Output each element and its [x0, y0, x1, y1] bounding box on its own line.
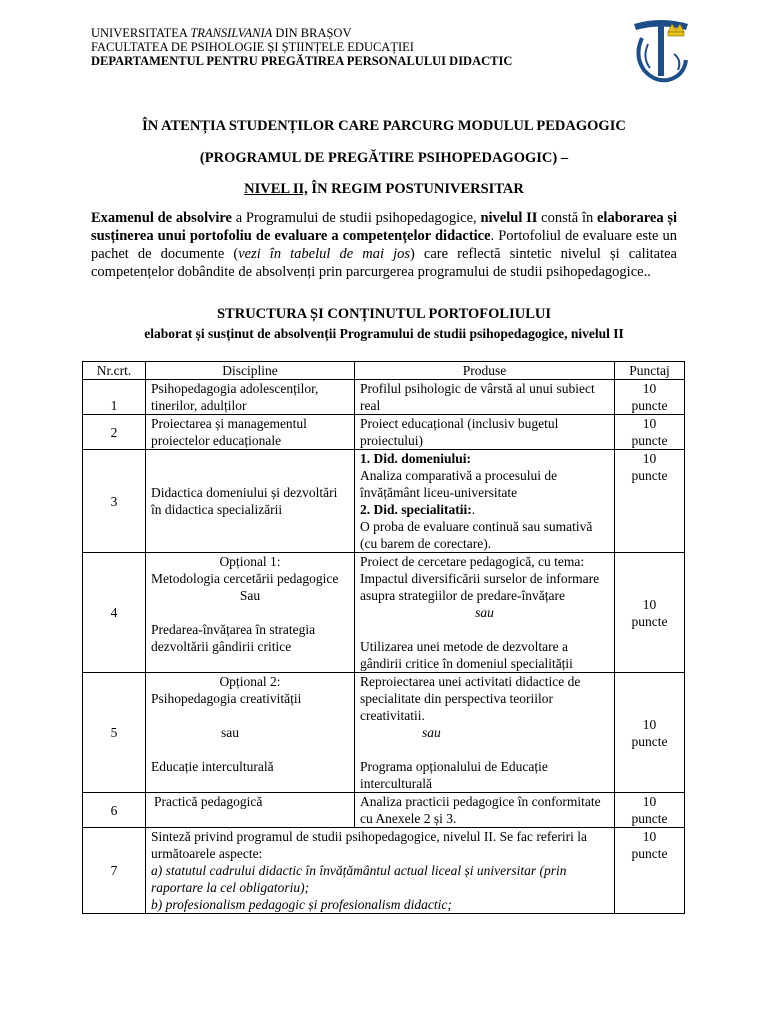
table-row — [83, 380, 685, 415]
table-row — [83, 828, 685, 914]
table-row — [83, 450, 685, 553]
discipline-option-2: Educație interculturală — [151, 759, 274, 774]
discipline-option-1: Psihopedagogia creativității — [151, 691, 302, 706]
intro-text-3: . Portofoliul de evaluare este un pachet de documente ( — [91, 228, 677, 262]
score-cell — [615, 380, 685, 415]
score-unit: puncte — [631, 398, 668, 413]
product-cell: Profilul psihologic de vârstă al unui subiect real — [355, 380, 615, 415]
score-value: 10 — [642, 381, 657, 396]
product-option-1: Proiect de cercetare pedagogică, cu tema: Impactul diversificării surselor de informare asupra strategiilor de predare-învățare — [360, 554, 600, 603]
level-label: NIVEL II, — [244, 181, 308, 197]
header-discipline: Discipline — [146, 362, 355, 380]
intro-bold-3: elaborarea și susținerea unui portofoliu de evaluare a competențelor didactice — [91, 210, 678, 244]
product-option-2: Utilizarea unei metode de dezvoltare a gândirii critice în domeniul specialității — [360, 639, 573, 671]
product-text-2: O proba de evaluare continuă sau sumativă (cu barem de corectare). — [360, 519, 593, 551]
product-cell: Analiza practicii pedagogice în conformitate cu Anexele 2 și 3. — [355, 793, 615, 828]
product-heading-1: 1. Did. domeniului: — [360, 451, 472, 466]
score-value: 10 — [642, 416, 657, 431]
header-products: Produse — [355, 362, 615, 380]
table-row — [83, 553, 685, 673]
table-row — [83, 673, 685, 793]
header-nr: Nr.crt. — [83, 362, 146, 380]
discipline-cell: Psihopedagogia adolescenților, tinerilor, adulților — [146, 380, 355, 415]
level-rest: ÎN REGIM POSTUNIVERSITAR — [307, 181, 524, 197]
spacer — [151, 707, 349, 724]
score-cell — [615, 793, 685, 828]
product-cell — [355, 673, 615, 793]
structure-subtitle: elaborat și susținut de absolvenții Programului de studii psihopedagogice, nivelul II — [144, 326, 624, 341]
spacer — [360, 741, 609, 758]
table-header-row — [83, 362, 685, 380]
row-number: 3 — [83, 450, 146, 553]
row-number: 1 — [83, 380, 146, 415]
row-number: 7 — [83, 828, 146, 914]
synthesis-point-a: a) statutul cadrului didactic în învățământul actual liceal și universitar (prin raportare la cel obligatoriu); — [151, 863, 567, 895]
notice-title: ÎN ATENȚIA STUDENȚILOR CARE PARCURG MODULUL PEDAGOGIC — [142, 118, 626, 134]
structure-title: STRUCTURA ȘI CONȚINUTUL PORTOFOLIULUI — [216, 306, 551, 322]
row-number: 2 — [83, 415, 146, 450]
score-unit: puncte — [631, 846, 668, 861]
score-value: 10 — [642, 829, 657, 844]
intro-bold-2: nivelul II — [480, 210, 538, 226]
university-suffix: DIN BRAȘOV — [272, 26, 352, 40]
score-unit: puncte — [631, 811, 668, 826]
score-unit: puncte — [631, 733, 668, 749]
score-unit: puncte — [631, 613, 668, 629]
discipline-cell: Didactica domeniului și dezvoltări în didactica specializării — [146, 450, 355, 553]
score-value: 10 — [642, 596, 657, 612]
discipline-option-1: Metodologia cercetării pedagogice — [151, 571, 339, 586]
or-label: Sau — [239, 588, 261, 603]
score-cell — [615, 828, 685, 914]
discipline-option-2: Predarea-învățarea în strategia dezvoltării gândirii critice — [151, 622, 316, 654]
intro-text-1: a Programului de studii psihopedagogice, — [231, 210, 481, 226]
product-heading-2-tail: . — [471, 502, 476, 517]
institution-header — [91, 26, 512, 68]
portfolio-table — [82, 361, 685, 914]
product-cell: Proiect educațional (inclusiv bugetul proiectului) — [355, 415, 615, 450]
product-text-1: Analiza comparativă a procesului de învățământ liceu-universitate — [360, 468, 558, 500]
synthesis-point-b: b) profesionalism pedagogic și profesionalism didactic; — [151, 897, 452, 912]
spacer — [360, 621, 609, 638]
score-value: 10 — [642, 716, 657, 732]
product-option-2: Programa opționalului de Educație interculturală — [360, 759, 548, 791]
intro-text-4: ) care reflectă sintetic nivelul și calitatea competențelor dobândite de absolvenți prin parcurgerea programului de studii psihopedagogice.. — [91, 246, 677, 280]
department-line: DEPARTAMENTUL PENTRU PREGĂTIREA PERSONALULUI DIDACTIC — [91, 54, 513, 68]
or-label: sau — [475, 605, 494, 620]
intro-bold-1: Examenul de absolvire — [91, 210, 232, 226]
program-title: (PROGRAMUL DE PREGĂTIRE PSIHOPEDAGOGIC) – — [199, 150, 569, 166]
intro-text-2: constă în — [537, 210, 597, 226]
intro-italic: vezi în tabelul de mai jos — [238, 246, 411, 262]
discipline-cell: Proiectarea și managementul proiectelor educaționale — [146, 415, 355, 450]
table-row — [83, 415, 685, 450]
discipline-cell: Practică pedagogică — [146, 793, 355, 828]
faculty-line: FACULTATEA DE PSIHOLOGIE ȘI ȘTIINȚELE EDUCAȚIEI — [91, 40, 414, 54]
score-cell — [615, 415, 685, 450]
product-heading-2-label: 2. Did. specialitatii: — [360, 502, 472, 517]
product-option-1: Reproiectarea unei activitati didactice de specialitate din perspectiva teoriilor creativitatii. — [360, 674, 581, 723]
score-unit: puncte — [631, 433, 668, 448]
score-value: 10 — [642, 451, 657, 466]
university-name: TRANSILVANIA — [190, 26, 273, 40]
spacer — [151, 741, 349, 758]
university-logo — [628, 14, 694, 86]
university-prefix: UNIVERSITATEA — [91, 26, 191, 40]
intro-paragraph — [91, 209, 677, 281]
or-label: sau — [422, 725, 441, 740]
product-heading-2 — [360, 501, 609, 518]
university-line — [91, 26, 512, 40]
row-number: 6 — [83, 793, 146, 828]
spacer — [151, 604, 349, 621]
discipline-cell — [146, 673, 355, 793]
score-value: 10 — [642, 794, 657, 809]
synthesis-cell — [146, 828, 615, 914]
score-cell — [615, 673, 685, 793]
product-cell — [355, 553, 615, 673]
score-cell — [615, 553, 685, 673]
optional-label: Opțional 2: — [219, 674, 281, 689]
product-cell — [355, 450, 615, 553]
optional-label: Opțional 1: — [219, 554, 281, 569]
row-number: 4 — [83, 553, 146, 673]
or-label: sau — [221, 725, 239, 740]
table-row — [83, 793, 685, 828]
header-score: Punctaj — [615, 362, 685, 380]
score-unit: puncte — [631, 468, 668, 483]
level-title — [0, 181, 768, 198]
score-cell — [615, 450, 685, 553]
synthesis-intro: Sinteză privind programul de studii psihopedagogice, nivelul II. Se fac referiri la următoarele aspecte: — [151, 829, 587, 861]
row-number: 5 — [83, 673, 146, 793]
discipline-cell — [146, 553, 355, 673]
